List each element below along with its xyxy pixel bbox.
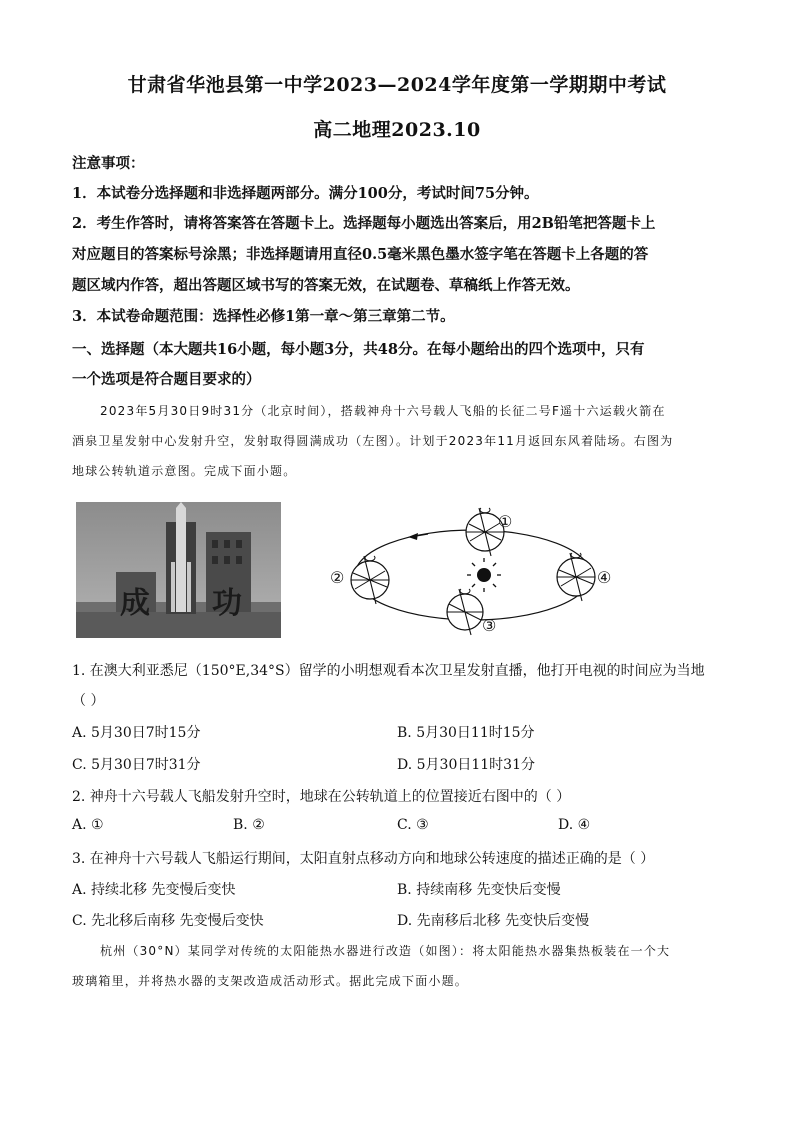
earth-position-4 — [557, 553, 595, 601]
q1-option-d[interactable]: D. 5月30日11时31分 — [397, 757, 535, 773]
exam-subtitle: 高二地理2023.10 — [313, 119, 481, 141]
notice-item-2-line-1: 2．考生作答时，请将答案答在答题卡上。选择题每小题选出答案后，用2B铅笔把答题卡上 — [72, 215, 656, 232]
q3-option-a[interactable]: A. 持续北移 先变慢后变快 — [72, 882, 236, 898]
section-1-heading: 一、选择题（本大题共16小题，每小题3分，共48分。在每小题给出的四个选项中，只有 — [72, 341, 645, 358]
launch-photo — [76, 502, 281, 638]
notice-item-2-line-3: 题区域内作答，超出答题区域书写的答案无效，在试题卷、草稿纸上作答无效。 — [72, 277, 580, 294]
q2-option-a[interactable]: A. ① — [72, 817, 104, 833]
q2-option-c[interactable]: C. ③ — [397, 817, 429, 833]
exam-title: 甘肃省华池县第一中学2023—2024学年度第一学期期中考试 — [127, 74, 667, 96]
q3-option-d[interactable]: D. 先南移后北移 先变快后变慢 — [397, 913, 590, 929]
passage-1-line-1: 2023年5月30日9时31分（北京时间），搭载神舟十六号载人飞船的长征二号F遥十六运载火箭在 — [100, 404, 666, 418]
notice-item-1: 1．本试卷分选择题和非选择题两部分。满分100分，考试时间75分钟。 — [72, 185, 539, 202]
q3-option-b[interactable]: B. 持续南移 先变快后变慢 — [397, 882, 561, 898]
sun-icon — [467, 558, 501, 592]
q3-option-c[interactable]: C. 先北移后南移 先变慢后变快 — [72, 913, 264, 929]
orbit-label-2: ② — [330, 568, 345, 587]
q2-option-d[interactable]: D. ④ — [558, 817, 591, 833]
notice-item-3: 3．本试卷命题范围：选择性必修1第一章～第三章第二节。 — [72, 308, 455, 325]
q1-stem: 1. 在澳大利亚悉尼（150°E,34°S）留学的小明想观看本次卫星发射直播，他打开电视的时间应为当地 — [72, 663, 705, 679]
q2-option-b[interactable]: B. ② — [233, 817, 265, 833]
q1-option-b[interactable]: B. 5月30日11时15分 — [397, 725, 535, 741]
photo-sign-left: 成 — [120, 586, 150, 621]
notice-heading: 注意事项： — [72, 155, 145, 172]
passage-1-line-3: 地球公转轨道示意图。完成下面小题。 — [72, 464, 297, 478]
q3-stem: 3. 在神舟十六号载人飞船运行期间，太阳直射点移动方向和地球公转速度的描述正确的是（ ） — [72, 851, 655, 867]
orbit-label-4: ④ — [597, 568, 612, 587]
orbit-label-3: ③ — [482, 616, 497, 635]
passage-2-line-2: 玻璃箱里，并将热水器的支架改造成活动形式。据此完成下面小题。 — [72, 974, 469, 988]
passage-2-line-1: 杭州（30°N）某同学对传统的太阳能热水器进行改造（如图）：将太阳能热水器集热板装在一个大 — [100, 944, 671, 958]
q1-option-a[interactable]: A. 5月30日7时15分 — [72, 725, 201, 741]
orbit-label-1: ① — [498, 512, 513, 531]
q2-stem: 2. 神舟十六号载人飞船发射升空时，地球在公转轨道上的位置接近右图中的（ ） — [72, 789, 571, 805]
q1-option-c[interactable]: C. 5月30日7时31分 — [72, 757, 201, 773]
orbit-svg — [318, 500, 628, 642]
notice-item-2-line-2: 对应题目的答案标号涂黑；非选择题请用直径0.5毫米黑色墨水签字笔在答题卡上各题的答 — [72, 246, 649, 263]
passage-1-line-2: 酒泉卫星发射中心发射升空，发射取得圆满成功（左图）。计划于2023年11月返回东风着陆场。右图为 — [72, 434, 674, 448]
q1-stem-blank: （ ） — [72, 693, 105, 709]
launch-photo-image — [76, 502, 281, 638]
photo-sign-right: 功 — [212, 586, 242, 621]
section-1-heading-cont: 一个选项是符合题目要求的） — [72, 371, 261, 388]
earth-position-3 — [447, 589, 483, 635]
earth-orbit-diagram — [318, 500, 628, 642]
earth-position-2 — [351, 556, 389, 604]
